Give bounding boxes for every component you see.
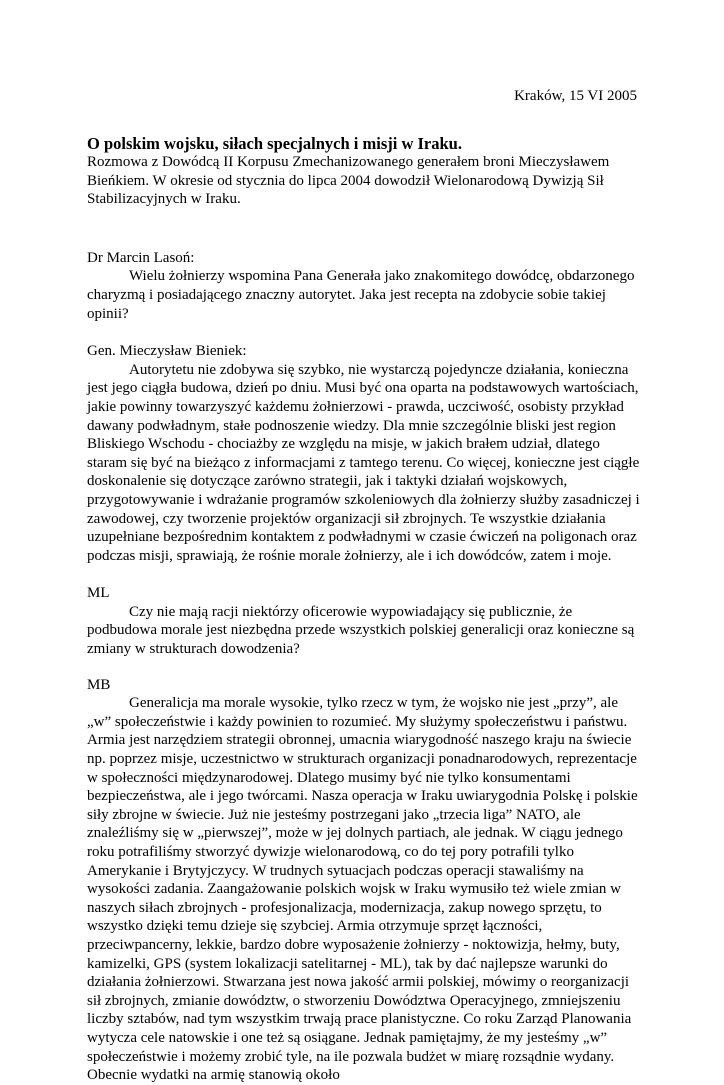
document-date: Kraków, 15 VI 2005 <box>514 88 637 104</box>
answer-paragraph: Autorytetu nie zdobywa się szybko, nie wystarczą pojedyncze działania, konieczna jest jego ciągła budowa, dzień po dniu. Musi być ona oparta na podstawowych wartościach, jakie powinny towarzyszyć każdemu żołnierzowi - prawda, uczciwość, osobisty przykład dawany podwładnym, stałe podnoszenie wiedzy. Dla mnie szczególnie bliski jest region Bliskiego Wschodu - chociażby ze względu na misje, w jakich brałem udział, dlatego staram się być na bieżąco z informacjami z tamtego terenu. Co więcej, konieczne jest ciągłe doskonalenie się dotyczące zarówno strategii, jak i taktyki działań wojskowych, przygotowywanie i wdrażanie programów szkoleniowych dla żołnierzy służby zasadniczej i zawodowej, czy tworzenie projektów organizacji sił zbrojnych. Te wszystkie działania uzupełniane bezpośrednim kontaktem z podwładnymi w czasie ćwiczeń na poligonach oraz podczas misji, sprawiają, że rośnie morale żołnierzy, ale i ich dowódców, zatem i moje. <box>87 361 640 564</box>
document-content <box>87 134 643 1085</box>
speaker-label: ML <box>87 585 110 602</box>
document-intro: Rozmowa z Dowódcą II Korpusu Zmechanizowanego generałem broni Mieczysławem Bieńkiem. W okresie od stycznia do lipca 2004 dowodził Wielonarodową Dywizją Sił Stabilizacyjnych w Iraku. <box>87 154 610 208</box>
question-paragraph: Czy nie mają racji niektórzy oficerowie wypowiadający się publicznie, że podbudowa morale jest niezbędna przede wszystkich polskiej generalicji oraz konieczne są zmiany w strukturach dowodzenia? <box>87 603 635 658</box>
speaker-label: MB <box>87 676 111 693</box>
document-title: O polskim wojsku, siłach specjalnych i misji w Iraku. <box>87 134 462 153</box>
question-paragraph: Wielu żołnierzy wspomina Pana Generała jako znakomitego dowódcę, obdarzonego charyzmą i posiadającego znaczny autorytet. Jaka jest recepta na zdobycie sobie takiej opinii? <box>87 268 635 322</box>
answer-paragraph: Generalicja ma morale wysokie, tylko rzecz w tym, że wojsko nie jest „przy”, ale „w” społeczeństwie i każdy powinien to rozumieć. My służymy społeczeństwu i państwu. Armia jest narzędziem strategii obronnej, umacnia wiarygodność naszego kraju na świecie np. poprzez misje, uczestnictwo w strukturach organizacji ponadnarodowych, reprezentacje w społeczności międzynarodowej. Dlatego musimy być nie tylko konsumentami bezpieczeństwa, ale i jego twórcami. Nasza operacja w Iraku uwiarygodnia Polskę i polskie siły zbrojne w świecie. Już nie jesteśmy postrzegani jako „trzecia liga” NATO, ale znaleźliśmy się w „pierwszej”, może w jej dolnych partiach, ale jednak. W ciągu jednego roku potrafiliśmy stworzyć dywizje wielonarodową, co do tej pory potrafili tylko Amerykanie i Brytyjczycy. W trudnych sytuacjach podczas operacji stawaliśmy na wysokości zadania. Zaangażowanie polskich wojsk w Iraku wymusiło też wiele zmian w naszych siłach zbrojnych - profesjonalizacja, modernizacja, zakup nowego sprzętu, to wszystko dzięki temu dzieje się szybciej. Armia otrzymuje sprzęt łączności, przeciwpancerny, lekkie, bardzo dobre wyposażenie żołnierzy - noktowizja, hełmy, buty, kamizelki, GPS (system lokalizacji satelitarnej - ML), tak by dać najlepsze warunki do działania żołnierzowi. Stwarzana jest nowa jakość armii polskiej, mówimy o reorganizacji sił zbrojnych, zmianie dowództw, o stworzeniu Dowództwa Operacyjnego, zmniejszeniu liczby sztabów, nad tym wszystkim trwają prace planistyczne. Co roku Zarząd Planowania wytycza cele natowskie i one też są osiągane. Jednak pamiętajmy, że my jesteśmy „w” społeczeństwie i możemy zrobić tyle, na ile pozwala budżet w miarę rozsądnie wydany. Obecnie wydatki na armię stanowią około <box>87 695 638 1084</box>
speaker-label: Gen. Mieczysław Bieniek: <box>87 343 247 360</box>
speaker-label: Dr Marcin Lasoń: <box>87 249 195 266</box>
